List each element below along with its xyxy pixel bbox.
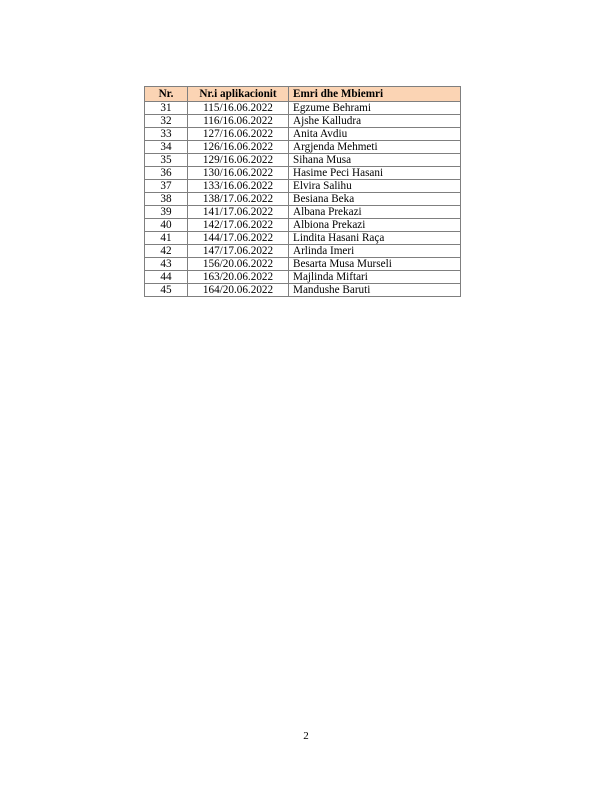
cell-nr: 38 [145,193,188,206]
cell-nr: 40 [145,219,188,232]
cell-application-number: 133/16.06.2022 [188,180,289,193]
cell-application-number: 147/17.06.2022 [188,245,289,258]
table-row [145,258,461,271]
table-body [145,102,461,297]
table-row [145,271,461,284]
applicants-table [144,86,461,297]
cell-application-number: 156/20.06.2022 [188,258,289,271]
cell-nr: 43 [145,258,188,271]
cell-full-name: Besiana Beka [289,193,461,206]
table-row [145,141,461,154]
table-row [145,193,461,206]
table-row [145,206,461,219]
cell-application-number: 129/16.06.2022 [188,154,289,167]
cell-application-number: 141/17.06.2022 [188,206,289,219]
cell-nr: 37 [145,180,188,193]
table-row [145,245,461,258]
cell-application-number: 142/17.06.2022 [188,219,289,232]
page-number: 2 [303,730,309,742]
cell-full-name: Albiona Prekazi [289,219,461,232]
cell-nr: 31 [145,102,188,115]
cell-nr: 41 [145,232,188,245]
cell-nr: 42 [145,245,188,258]
cell-full-name: Sihana Musa [289,154,461,167]
cell-nr: 36 [145,167,188,180]
cell-nr: 33 [145,128,188,141]
cell-full-name: Elvira Salihu [289,180,461,193]
cell-nr: 35 [145,154,188,167]
cell-application-number: 126/16.06.2022 [188,141,289,154]
table-row [145,167,461,180]
cell-full-name: Hasime Peci Hasani [289,167,461,180]
cell-nr: 34 [145,141,188,154]
cell-application-number: 144/17.06.2022 [188,232,289,245]
cell-full-name: Argjenda Mehmeti [289,141,461,154]
header-application-number: Nr.i aplikacionit [188,87,289,102]
table-row [145,154,461,167]
cell-application-number: 115/16.06.2022 [188,102,289,115]
table-row [145,115,461,128]
table-row [145,232,461,245]
table-header-row [145,87,461,102]
cell-application-number: 130/16.06.2022 [188,167,289,180]
cell-full-name: Arlinda Imeri [289,245,461,258]
header-nr: Nr. [145,87,188,102]
table-row [145,284,461,297]
cell-application-number: 127/16.06.2022 [188,128,289,141]
table-row [145,219,461,232]
table-row [145,180,461,193]
cell-nr: 45 [145,284,188,297]
cell-application-number: 116/16.06.2022 [188,115,289,128]
table-row [145,128,461,141]
cell-full-name: Mandushe Baruti [289,284,461,297]
cell-nr: 39 [145,206,188,219]
table-row [145,102,461,115]
cell-nr: 32 [145,115,188,128]
cell-application-number: 164/20.06.2022 [188,284,289,297]
cell-full-name: Lindita Hasani Raça [289,232,461,245]
cell-application-number: 163/20.06.2022 [188,271,289,284]
cell-full-name: Majlinda Miftari [289,271,461,284]
cell-full-name: Anita Avdiu [289,128,461,141]
header-full-name: Emri dhe Mbiemri [289,87,461,102]
cell-nr: 44 [145,271,188,284]
cell-full-name: Egzume Behrami [289,102,461,115]
cell-full-name: Albana Prekazi [289,206,461,219]
cell-full-name: Besarta Musa Murseli [289,258,461,271]
cell-full-name: Ajshe Kalludra [289,115,461,128]
cell-application-number: 138/17.06.2022 [188,193,289,206]
